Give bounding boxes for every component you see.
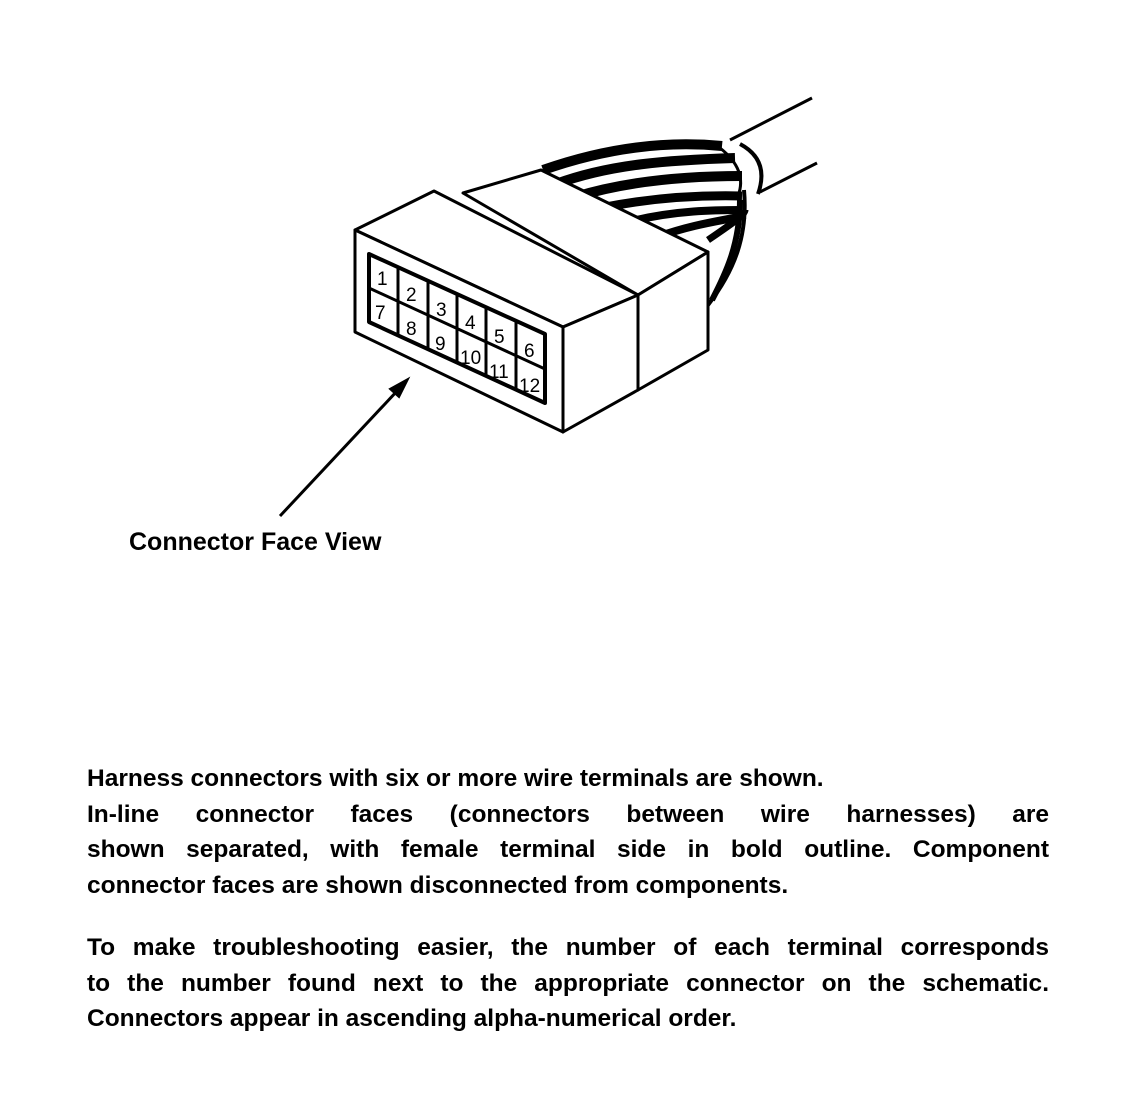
text-line: shown separated, with female terminal side in bold outline. Component [87, 836, 1049, 863]
text-line: In-line connector faces (connectors between wire harnesses) are [87, 800, 1049, 828]
terminal-12: 12 [519, 376, 541, 397]
text-line: connector faces are shown disconnected from components. [87, 871, 789, 899]
terminal-6: 6 [524, 341, 535, 362]
terminal-2: 2 [406, 285, 417, 306]
text-line: Harness connectors with six or more wire terminals are shown. [87, 765, 824, 792]
terminal-8: 8 [406, 319, 417, 340]
callout-arrow [280, 379, 408, 516]
terminal-5: 5 [494, 327, 505, 348]
terminal-1: 1 [377, 269, 388, 290]
terminal-4: 4 [465, 313, 476, 334]
terminal-11: 11 [489, 362, 509, 383]
terminal-10: 10 [460, 348, 482, 369]
terminal-3: 3 [436, 300, 447, 321]
connector-face-view-label: Connector Face View [129, 528, 382, 556]
text-line: To make troubleshooting easier, the number of each terminal corresponds [87, 934, 1049, 961]
description-paragraph-1 [87, 761, 1049, 903]
text-line: to the number found next to the appropriate connector on the schematic. [87, 969, 1049, 997]
description-paragraph-2 [87, 930, 1049, 1037]
text-line: Connectors appear in ascending alpha-numerical order. [87, 1005, 737, 1032]
terminal-9: 9 [435, 334, 446, 355]
terminal-7: 7 [375, 303, 386, 324]
